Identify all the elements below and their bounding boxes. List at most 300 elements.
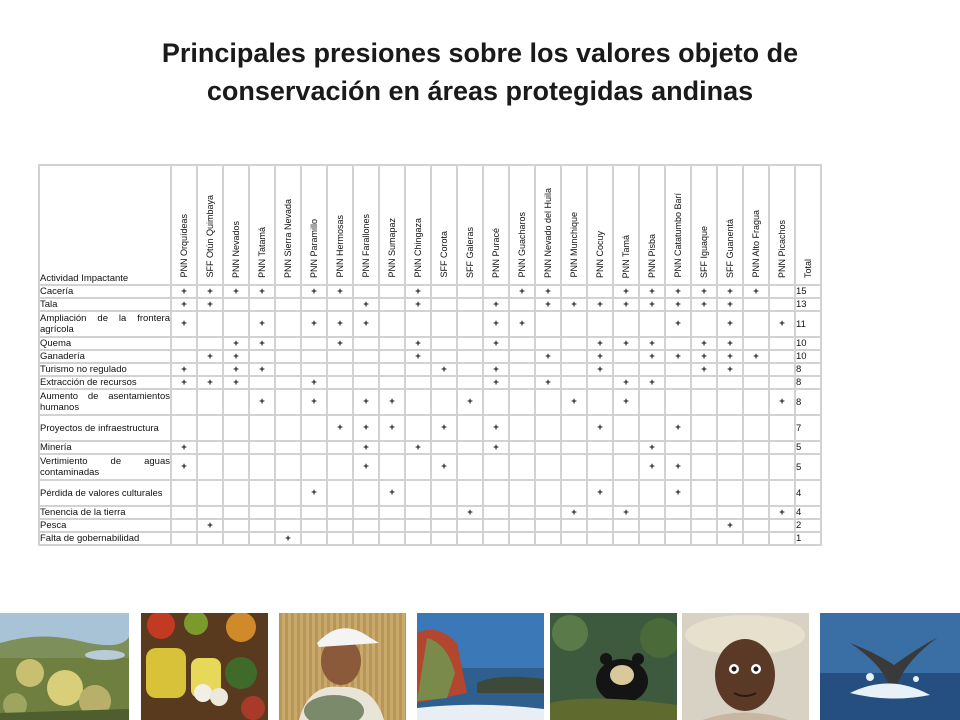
pressure-mark-cell (536, 533, 560, 544)
pressure-mark-cell (562, 286, 586, 297)
pressure-mark-cell (198, 442, 222, 453)
pressure-mark-cell (302, 507, 326, 518)
pressure-mark-cell: + (276, 533, 300, 544)
pressure-mark-cell (276, 390, 300, 414)
pressure-mark-cell: + (744, 286, 768, 297)
column-header (614, 166, 638, 284)
pressure-mark-cell: + (718, 286, 742, 297)
pressure-mark-cell (406, 416, 430, 440)
pressure-mark-cell (328, 481, 352, 505)
pressure-mark-cell (328, 533, 352, 544)
pressure-mark-cell: + (302, 481, 326, 505)
pressure-table (38, 164, 822, 546)
pressure-mark-cell (354, 533, 378, 544)
pressure-mark-cell (718, 390, 742, 414)
activity-label: Proyectos de infraestructura (40, 416, 170, 440)
pressure-mark-cell (692, 390, 716, 414)
pressure-mark-cell: + (640, 455, 664, 479)
pressure-mark-cell (588, 533, 612, 544)
pressure-mark-cell: + (432, 416, 456, 440)
pressure-mark-cell (276, 442, 300, 453)
pressure-mark-cell (484, 520, 508, 531)
column-header (276, 166, 300, 284)
pressure-mark-cell (224, 312, 248, 336)
row-total: 10 (796, 338, 820, 349)
pressure-mark-cell (614, 455, 638, 479)
column-header-label: SFF Galeras (465, 226, 475, 278)
pressure-mark-cell (276, 351, 300, 362)
column-header-label: PNN Nevado del Huila (543, 187, 553, 278)
pressure-mark-cell (432, 442, 456, 453)
row-total: 5 (796, 442, 820, 453)
table-row (40, 481, 820, 505)
pressure-mark-cell: + (692, 286, 716, 297)
pressure-mark-cell (666, 520, 690, 531)
table-row (40, 286, 820, 297)
pressure-mark-cell: + (198, 351, 222, 362)
pressure-mark-cell (562, 364, 586, 375)
pressure-mark-cell (302, 520, 326, 531)
pressure-mark-cell (354, 286, 378, 297)
pressure-mark-cell: + (302, 312, 326, 336)
pressure-mark-cell (198, 481, 222, 505)
pressure-mark-cell (250, 416, 274, 440)
pressure-mark-cell (484, 481, 508, 505)
pressure-mark-cell: + (198, 377, 222, 388)
pressure-mark-cell (380, 455, 404, 479)
column-header (380, 166, 404, 284)
column-header-label: PNN Puracé (491, 227, 501, 278)
pressure-mark-cell (198, 455, 222, 479)
activity-label: Falta de gobernabilidad (40, 533, 170, 544)
pressure-mark-cell: + (354, 455, 378, 479)
pressure-mark-cell (172, 507, 196, 518)
pressure-mark-cell (458, 338, 482, 349)
column-header (640, 166, 664, 284)
pressure-mark-cell (536, 455, 560, 479)
pressure-mark-cell (536, 442, 560, 453)
pressure-mark-cell (302, 442, 326, 453)
pressure-mark-cell (250, 299, 274, 310)
pressure-mark-cell (250, 520, 274, 531)
pressure-mark-cell (614, 312, 638, 336)
pressure-mark-cell (432, 286, 456, 297)
pressure-mark-cell (640, 533, 664, 544)
pressure-mark-cell (302, 338, 326, 349)
pressure-mark-cell (484, 507, 508, 518)
column-header-label: PNN Farallones (361, 214, 371, 278)
column-header (770, 166, 794, 284)
pressure-mark-cell (692, 507, 716, 518)
column-header-label: SFF Guanentá (725, 218, 735, 278)
table-row (40, 351, 820, 362)
pressure-mark-cell (640, 390, 664, 414)
pressure-mark-cell (770, 416, 794, 440)
pressure-mark-cell: + (250, 312, 274, 336)
column-header-label: PNN Hermosas (335, 215, 345, 278)
pressure-mark-cell (276, 299, 300, 310)
column-header-label: PNN Chingaza (413, 218, 423, 278)
pressure-mark-cell (536, 520, 560, 531)
pressure-mark-cell (484, 351, 508, 362)
pressure-mark-cell: + (640, 286, 664, 297)
pressure-mark-cell (432, 338, 456, 349)
pressure-mark-cell: + (380, 481, 404, 505)
pressure-mark-cell (718, 442, 742, 453)
pressure-mark-cell (276, 416, 300, 440)
pressure-mark-cell (276, 377, 300, 388)
pressure-mark-cell (562, 338, 586, 349)
pressure-mark-cell (562, 351, 586, 362)
pressure-mark-cell (302, 351, 326, 362)
pressure-mark-cell (744, 507, 768, 518)
pressure-mark-cell (770, 455, 794, 479)
activity-label: Aumento de asentamientos humanos (40, 391, 170, 413)
pressure-table-container (38, 164, 822, 546)
pressure-mark-cell: + (354, 390, 378, 414)
pressure-mark-cell (250, 481, 274, 505)
pressure-mark-cell (536, 312, 560, 336)
activity-label: Turismo no regulado (40, 364, 170, 375)
pressure-mark-cell: + (692, 364, 716, 375)
pressure-mark-cell (224, 455, 248, 479)
row-total: 4 (796, 507, 820, 518)
pressure-mark-cell (354, 351, 378, 362)
pressure-mark-cell (718, 481, 742, 505)
row-total: 2 (796, 520, 820, 531)
table-row (40, 364, 820, 375)
pressure-mark-cell (510, 299, 534, 310)
column-header-label: PNN Tatamá (257, 227, 267, 278)
pressure-mark-cell (380, 364, 404, 375)
pressure-mark-cell: + (588, 416, 612, 440)
pressure-mark-cell (718, 416, 742, 440)
pressure-mark-cell: + (718, 364, 742, 375)
pressure-mark-cell (562, 416, 586, 440)
pressure-mark-cell (198, 338, 222, 349)
activity-label: Extracción de recursos (40, 377, 170, 388)
photo-strip (0, 613, 960, 720)
table-body (40, 286, 820, 544)
pressure-mark-cell: + (666, 481, 690, 505)
pressure-mark-cell (588, 455, 612, 479)
pressure-mark-cell: + (536, 299, 560, 310)
row-total: 10 (796, 351, 820, 362)
pressure-mark-cell (666, 442, 690, 453)
pressure-mark-cell (692, 416, 716, 440)
pressure-mark-cell (510, 377, 534, 388)
pressure-mark-cell (536, 481, 560, 505)
column-header-label: PNN Tamá (621, 234, 631, 278)
pressure-mark-cell (692, 533, 716, 544)
pressure-mark-cell (614, 351, 638, 362)
pressure-mark-cell (406, 390, 430, 414)
table-row (40, 299, 820, 310)
pressure-mark-cell (744, 312, 768, 336)
column-header (718, 166, 742, 284)
column-header-label: PNN Picachos (777, 219, 787, 278)
column-header (354, 166, 378, 284)
row-total: 13 (796, 299, 820, 310)
row-total: 7 (796, 416, 820, 440)
row-total: 15 (796, 286, 820, 297)
pressure-mark-cell: + (458, 390, 482, 414)
column-header (744, 166, 768, 284)
column-header-label: PNN Munchique (569, 212, 579, 278)
table-row (40, 533, 820, 544)
pressure-mark-cell (458, 299, 482, 310)
column-header (198, 166, 222, 284)
child-hat-photo (682, 613, 809, 720)
pressure-mark-cell: + (328, 338, 352, 349)
pressure-mark-cell: + (562, 299, 586, 310)
column-header-label: PNN Orquídeas (179, 214, 189, 278)
pressure-mark-cell (250, 533, 274, 544)
pressure-mark-cell (172, 390, 196, 414)
title-line-2: conservación en áreas protegidas andinas (206, 76, 754, 106)
pressure-mark-cell (276, 481, 300, 505)
row-total: 8 (796, 377, 820, 388)
activity-label: Ampliación de la frontera agrícola (40, 313, 170, 335)
pressure-mark-cell (744, 299, 768, 310)
column-header (510, 166, 534, 284)
pressure-mark-cell: + (640, 338, 664, 349)
pressure-mark-cell (692, 442, 716, 453)
pressure-mark-cell (328, 377, 352, 388)
pressure-mark-cell: + (224, 364, 248, 375)
pressure-mark-cell (510, 338, 534, 349)
pressure-mark-cell (614, 416, 638, 440)
pressure-mark-cell (458, 364, 482, 375)
pressure-mark-cell (770, 481, 794, 505)
pressure-mark-cell (770, 286, 794, 297)
pressure-mark-cell (770, 442, 794, 453)
pressure-mark-cell: + (614, 338, 638, 349)
pressure-mark-cell (510, 351, 534, 362)
pressure-mark-cell: + (692, 338, 716, 349)
pressure-mark-cell (666, 377, 690, 388)
pressure-mark-cell (640, 312, 664, 336)
pressure-mark-cell: + (484, 338, 508, 349)
pressure-mark-cell (328, 455, 352, 479)
pressure-mark-cell (432, 481, 456, 505)
pressure-mark-cell (484, 390, 508, 414)
total-column-label: Total (803, 258, 813, 278)
pressure-mark-cell (510, 520, 534, 531)
pressure-mark-cell (250, 507, 274, 518)
column-header (250, 166, 274, 284)
pressure-mark-cell: + (718, 351, 742, 362)
pressure-mark-cell: + (432, 455, 456, 479)
pressure-mark-cell (458, 377, 482, 388)
total-column-header (796, 166, 820, 284)
pressure-mark-cell (380, 533, 404, 544)
pressure-mark-cell (172, 338, 196, 349)
pressure-mark-cell: + (614, 377, 638, 388)
table-row (40, 507, 820, 518)
table-row (40, 390, 820, 414)
pressure-mark-cell (458, 416, 482, 440)
pressure-mark-cell (458, 520, 482, 531)
pressure-mark-cell (406, 481, 430, 505)
pressure-mark-cell: + (666, 299, 690, 310)
pressure-mark-cell: + (614, 390, 638, 414)
table-row (40, 338, 820, 349)
pressure-mark-cell (510, 416, 534, 440)
pressure-mark-cell (302, 299, 326, 310)
pressure-mark-cell: + (536, 351, 560, 362)
pressure-mark-cell: + (224, 351, 248, 362)
pressure-mark-cell: + (224, 377, 248, 388)
pressure-mark-cell (614, 442, 638, 453)
pressure-mark-cell (172, 533, 196, 544)
pressure-mark-cell (510, 481, 534, 505)
pressure-mark-cell: + (354, 442, 378, 453)
pressure-mark-cell (666, 364, 690, 375)
pressure-mark-cell (588, 312, 612, 336)
pressure-mark-cell: + (484, 442, 508, 453)
row-total: 1 (796, 533, 820, 544)
pressure-mark-cell: + (666, 455, 690, 479)
pressure-mark-cell: + (640, 351, 664, 362)
pressure-mark-cell (380, 507, 404, 518)
pressure-mark-cell (224, 507, 248, 518)
pressure-mark-cell: + (510, 286, 534, 297)
pressure-mark-cell (666, 507, 690, 518)
pressure-mark-cell (510, 390, 534, 414)
pressure-mark-cell (744, 364, 768, 375)
column-header-label: PNN Guacharos (517, 212, 527, 278)
pressure-mark-cell (744, 390, 768, 414)
pressure-mark-cell (692, 481, 716, 505)
pressure-mark-cell: + (406, 286, 430, 297)
pressure-mark-cell: + (718, 338, 742, 349)
pressure-mark-cell (770, 364, 794, 375)
column-header-label: PNN Nevados (231, 220, 241, 278)
pressure-mark-cell (510, 507, 534, 518)
pressure-mark-cell: + (718, 520, 742, 531)
pressure-mark-cell (640, 507, 664, 518)
pressure-mark-cell: + (172, 442, 196, 453)
column-header-label: PNN Sierra Nevada (283, 198, 293, 278)
pressure-mark-cell: + (484, 312, 508, 336)
pressure-mark-cell (458, 312, 482, 336)
pressure-mark-cell (718, 507, 742, 518)
pressure-mark-cell (744, 416, 768, 440)
pressure-mark-cell (302, 455, 326, 479)
pressure-mark-cell (224, 481, 248, 505)
pressure-mark-cell (354, 377, 378, 388)
pressure-mark-cell (718, 533, 742, 544)
andean-bear-photo (550, 613, 677, 720)
pressure-mark-cell: + (640, 377, 664, 388)
pressure-mark-cell (458, 455, 482, 479)
pressure-mark-cell (588, 507, 612, 518)
pressure-mark-cell (640, 481, 664, 505)
pressure-mark-cell (718, 455, 742, 479)
pressure-mark-cell (276, 286, 300, 297)
pressure-mark-cell: + (250, 286, 274, 297)
pressure-mark-cell (692, 377, 716, 388)
pressure-mark-cell (406, 377, 430, 388)
pressure-mark-cell: + (666, 416, 690, 440)
activity-label: Tenencia de la tierra (40, 507, 170, 518)
pressure-mark-cell (614, 481, 638, 505)
row-total: 8 (796, 390, 820, 414)
pressure-mark-cell (406, 455, 430, 479)
pressure-mark-cell: + (198, 299, 222, 310)
woman-cap-photo (279, 613, 406, 720)
pressure-mark-cell (302, 533, 326, 544)
pressure-mark-cell (562, 312, 586, 336)
page-title (0, 34, 960, 110)
pressure-mark-cell (432, 520, 456, 531)
pressure-mark-cell (224, 442, 248, 453)
pressure-mark-cell: + (510, 312, 534, 336)
column-header (588, 166, 612, 284)
column-header (692, 166, 716, 284)
pressure-mark-cell (640, 416, 664, 440)
pressure-mark-cell (380, 299, 404, 310)
pressure-mark-cell (588, 377, 612, 388)
pressure-mark-cell (562, 455, 586, 479)
pressure-mark-cell (458, 442, 482, 453)
pressure-mark-cell: + (536, 286, 560, 297)
pressure-mark-cell (666, 533, 690, 544)
pressure-mark-cell (666, 390, 690, 414)
pressure-mark-cell (484, 455, 508, 479)
pressure-mark-cell: + (406, 338, 430, 349)
pressure-mark-cell: + (770, 390, 794, 414)
activity-label: Ganadería (40, 351, 170, 362)
whale-tail-photo (820, 613, 960, 720)
pressure-mark-cell (458, 351, 482, 362)
pressure-mark-cell: + (250, 338, 274, 349)
table-row (40, 312, 820, 336)
column-header-label: PNN Alto Fragua (751, 210, 761, 278)
table-row (40, 416, 820, 440)
pressure-mark-cell: + (718, 312, 742, 336)
pressure-mark-cell (484, 533, 508, 544)
pressure-mark-cell (562, 377, 586, 388)
pressure-mark-cell: + (588, 338, 612, 349)
pressure-mark-cell: + (718, 299, 742, 310)
column-header-label: PNN Paramillo (309, 218, 319, 278)
pressure-mark-cell (198, 533, 222, 544)
pressure-mark-cell (354, 520, 378, 531)
pressure-mark-cell: + (354, 312, 378, 336)
pressure-mark-cell: + (562, 390, 586, 414)
pressure-mark-cell (302, 364, 326, 375)
pressure-mark-cell: + (172, 364, 196, 375)
pressure-mark-cell (406, 520, 430, 531)
pressure-mark-cell (562, 533, 586, 544)
pressure-mark-cell: + (224, 286, 248, 297)
column-header (562, 166, 586, 284)
pressure-mark-cell: + (302, 286, 326, 297)
pressure-mark-cell (432, 533, 456, 544)
pressure-mark-cell: + (172, 377, 196, 388)
pressure-mark-cell (250, 351, 274, 362)
pressure-mark-cell (588, 442, 612, 453)
pressure-mark-cell: + (588, 351, 612, 362)
pressure-mark-cell (276, 364, 300, 375)
pressure-mark-cell (744, 377, 768, 388)
column-header-label: SFF Iguaque (699, 225, 709, 278)
activity-label: Quema (40, 338, 170, 349)
pressure-mark-cell: + (354, 299, 378, 310)
pressure-mark-cell: + (432, 364, 456, 375)
